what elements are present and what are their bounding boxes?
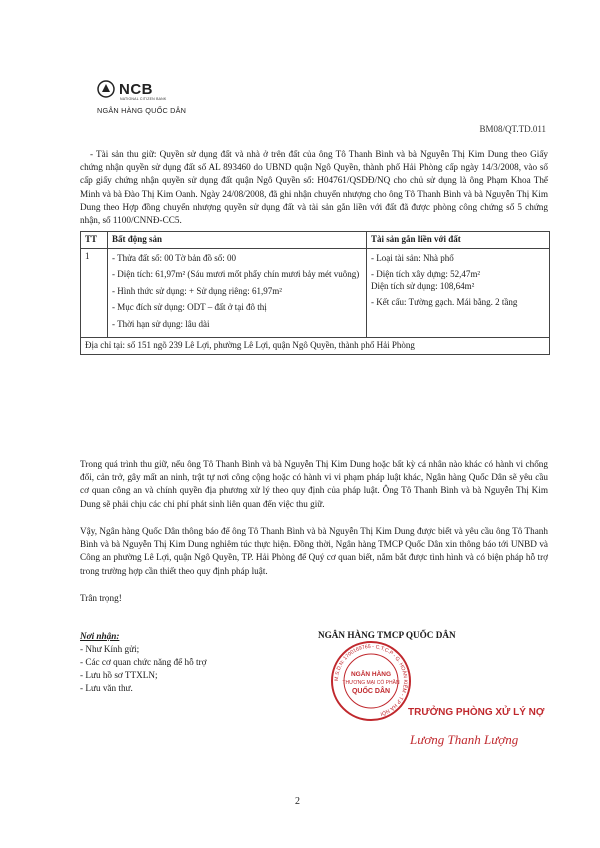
address-row (81, 338, 550, 355)
table-row (81, 248, 550, 338)
page-number: 2 (295, 796, 300, 807)
logo-tagline: NATIONAL CITIZEN BANK (120, 97, 167, 101)
ncb-logo-icon (97, 80, 115, 98)
land-item: - Thửa đất số: 00 Tờ bản đồ số: 00 (112, 252, 237, 263)
asset-item: - Loại tài sản: Nhà phố (371, 252, 454, 263)
header-assets: Tài sản gắn liền với đất (367, 232, 550, 249)
asset-item: - Kết cấu: Tường gạch. Mái bằng. 2 tầng (371, 297, 518, 307)
address-cell: Địa chỉ tại: số 151 ngõ 239 Lê Lợi, phường Lê Lợi, quận Ngô Quyền, thành phố Hải Phòng (81, 338, 550, 355)
land-item: - Thời hạn sử dụng: lâu dài (112, 318, 210, 329)
table-header-row (81, 232, 550, 249)
bank-logo (97, 80, 207, 120)
header-tt: TT (81, 232, 108, 249)
paragraph-notice: Vậy, Ngân hàng Quốc Dân thông báo để ông Tô Thanh Bình và bà Nguyễn Thị Kim Dung được biết và yêu cầu ông Tô Thanh Bình và bà Nguyễn Thị Kim Dung nghiêm túc thực hiện. Đồng thời, Ngân hàng TMCP Quốc Dân xin thông báo tới UNBD và Công an phường Lê Lợi, quận Ngô Quyền, TP. Hải Phòng để Quý cơ quan biết, nắm bắt được tình hình và có biện pháp hỗ trợ trong trường hợp cần thiết theo quy định pháp luật. (80, 526, 548, 576)
land-cell (108, 248, 367, 338)
land-item: - Hình thức sử dụng: + Sử dụng riêng: 61,97m² (112, 285, 282, 296)
logo-text: NCB (119, 81, 153, 98)
list-item: - Các cơ quan chức năng để hỗ trợ (80, 657, 207, 667)
paragraph-consequences: Trong quá trình thu giữ, nếu ông Tô Thanh Bình và bà Nguyễn Thị Kim Dung hoặc bất kỳ cá nhân nào khác có hành vi chống đối, cản trở, gây mất an ninh, trật tự nơi công cộng hoặc có hành vi vi phạm pháp luật khác, Ngân hàng Quốc Dân sẽ yêu cầu cơ quan công an và chính quyền địa phương xử lý theo quy định của pháp luật. Ông Tô Thanh Bình và bà Nguyễn Thị Kim Dung sẽ phải chịu các chi phí phát sinh liên quan đến việc thu giữ. (80, 459, 548, 509)
signature-org: NGÂN HÀNG TMCP QUỐC DÂN (318, 630, 456, 640)
row-number: 1 (81, 248, 108, 338)
asset-table (80, 231, 550, 355)
list-item: - Như Kính gửi; (80, 644, 140, 654)
intro-paragraph: - Tài sản thu giữ: Quyền sử dụng đất và nhà ở trên đất của ông Tô Thanh Bình và bà Nguyễn Thị Kim Dung theo Giấy chứng nhận quyền sử dụng đất số AL 893460 do UBND quận Ngô Quyền, thành phố Hải Phòng cấp ngày 14/3/2008, vào sổ cấp giấy chứng nhận quyền sử dụng đất quận Ngô Quyền số: H04761/QSDĐ/NQ cho chủ sử dụng là ông Phạm Khoa Thế Minh và bà Đào Thị Kim Oanh. Ngày 24/08/2008, đã ghi nhận chuyển nhượng cho ông Tô Thanh Bình và bà Nguyễn Thị Kim Dung theo Hợp đồng chuyển nhượng quyền sử dụng đất và tài sản gắn liền với đất đã được phòng công chứng số 5 chứng nhận, số 1100/CNNĐ-CC5. (80, 149, 548, 226)
asset-item: - Diện tích xây dựng: 52,47m² Diện tích sử dụng: 108,64m² (371, 269, 481, 291)
document-code: BM08/QT.TD.011 (479, 124, 546, 134)
recipients-block (80, 630, 206, 695)
recipients-heading: Nơi nhận: (80, 631, 120, 641)
signer-title: TRƯỞNG PHÒNG XỬ LÝ NỢ (408, 707, 545, 718)
svg-text:QUỐC DÂN: QUỐC DÂN (351, 688, 391, 695)
list-item: - Lưu văn thư. (80, 683, 133, 693)
bank-name: NGÂN HÀNG QUỐC DÂN (97, 106, 187, 115)
asset-cell (367, 248, 550, 338)
svg-text:M.S.D.N: 1700169765 - C.T.C.P: M.S.D.N: 1700169765 - C.T.C.P - G. HOÀN KIẾM - T.P HÀ NỘI (333, 643, 409, 717)
closing-text: Trân trọng! (80, 593, 122, 603)
recipients-list (80, 643, 206, 695)
land-item: - Diện tích: 61,97m² (Sáu mươi mốt phẩy chín mươi bảy mét vuông) (112, 269, 360, 279)
svg-text:NGÂN HÀNG: NGÂN HÀNG (350, 671, 392, 678)
svg-text:THƯƠNG MẠI CỔ PHẦN: THƯƠNG MẠI CỔ PHẦN (342, 680, 400, 686)
list-item: - Lưu hồ sơ TTXLN; (80, 670, 158, 680)
header-land: Bất động sản (108, 232, 367, 249)
land-item: - Mục đích sử dụng: ODT – đất ở tại đô thị (112, 302, 267, 312)
signer-name: Lương Thanh Lượng (410, 732, 519, 747)
company-seal (330, 640, 412, 722)
